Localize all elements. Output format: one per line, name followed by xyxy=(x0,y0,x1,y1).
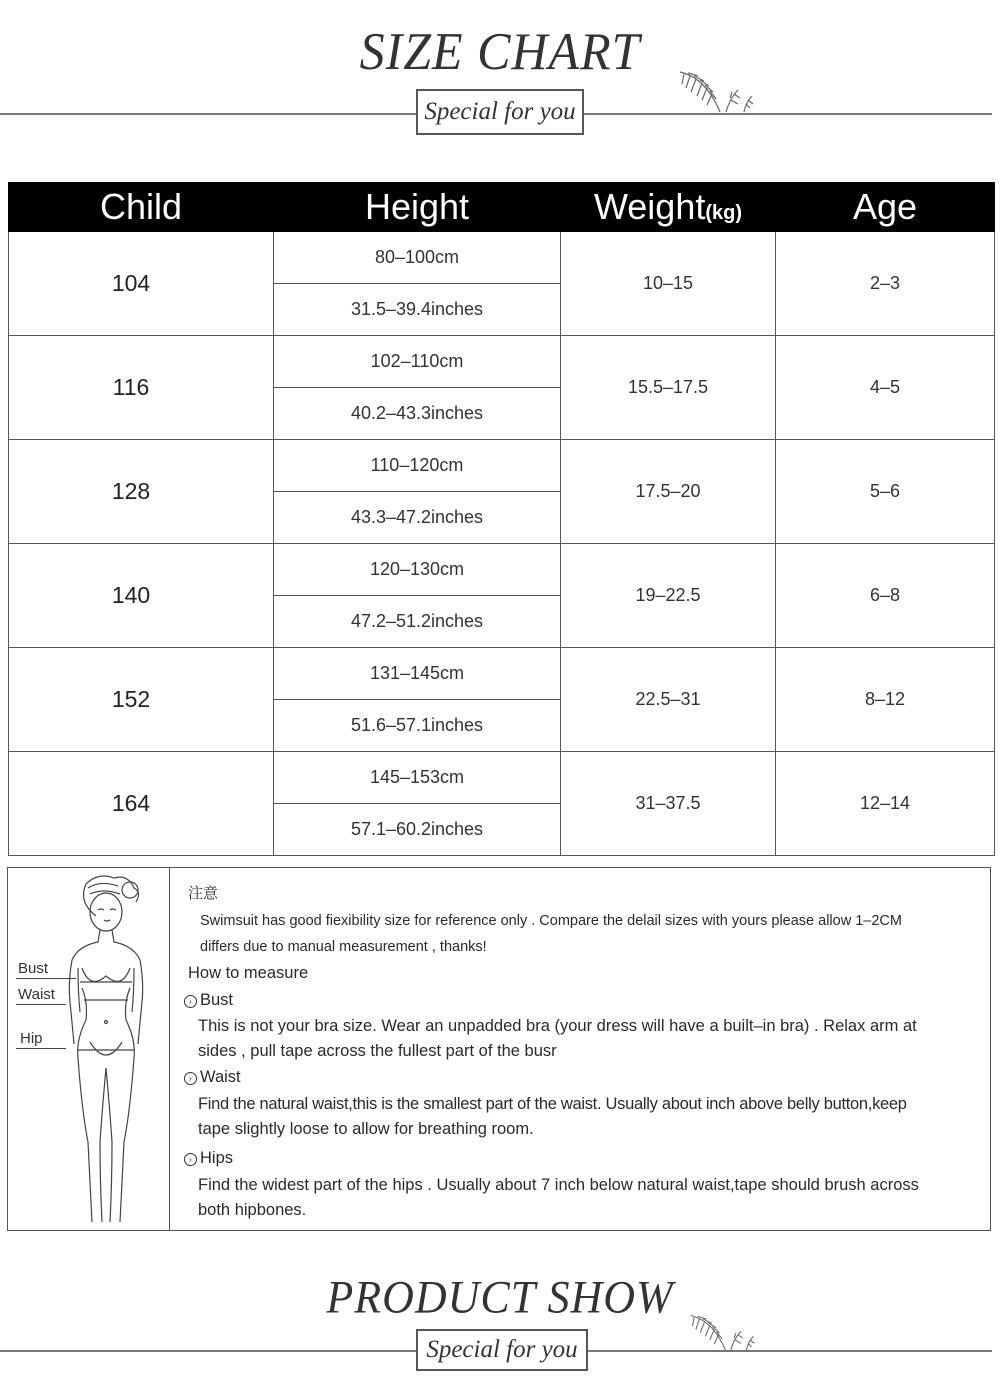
waist-title: Waist xyxy=(200,1068,241,1086)
height-cm-cell: 110–120cm xyxy=(274,440,561,492)
footer-divider-right xyxy=(588,1350,992,1352)
bust-guide-line xyxy=(16,978,76,979)
figure-label-waist: Waist xyxy=(18,986,55,1003)
arrow-circle-icon: › xyxy=(184,995,197,1008)
size-cell: 128 xyxy=(9,440,274,544)
age-cell: 2–3 xyxy=(776,232,995,336)
hip-guide-line xyxy=(16,1048,66,1049)
waist-heading xyxy=(184,1068,241,1087)
weight-cell: 19–22.5 xyxy=(561,544,776,648)
header-weight-unit: (kg) xyxy=(705,202,743,224)
height-cm-cell: 102–110cm xyxy=(274,336,561,388)
table-row xyxy=(9,544,995,596)
waist-line-2: tape slightly loose to allow for breathing room. xyxy=(198,1120,534,1138)
hips-line-1: Find the widest part of the hips . Usually about 7 inch below natural waist,tape should brush across xyxy=(198,1176,919,1194)
size-chart-table xyxy=(8,182,995,856)
height-inches-cell: 51.6–57.1inches xyxy=(274,700,561,752)
table-row xyxy=(9,752,995,804)
age-cell: 6–8 xyxy=(776,544,995,648)
weight-cell: 31–37.5 xyxy=(561,752,776,856)
figure-label-hip: Hip xyxy=(20,1030,43,1047)
height-inches-cell: 43.3–47.2inches xyxy=(274,492,561,544)
weight-cell: 10–15 xyxy=(561,232,776,336)
weight-cell: 17.5–20 xyxy=(561,440,776,544)
notes-heading: 注意 xyxy=(188,885,219,902)
figure-label-bust: Bust xyxy=(18,960,49,977)
header-weight-label: Weight xyxy=(593,186,706,227)
arrow-circle-icon: › xyxy=(184,1153,197,1166)
waist-guide-line xyxy=(16,1004,66,1005)
size-cell: 140 xyxy=(9,544,274,648)
table-row xyxy=(9,648,995,700)
hips-title: Hips xyxy=(200,1149,234,1167)
header-child: Child xyxy=(9,183,274,232)
header-divider-right xyxy=(584,113,992,115)
size-chart-title: SIZE CHART xyxy=(359,21,641,81)
height-inches-cell: 57.1–60.2inches xyxy=(274,804,561,856)
note-line-1: Swimsuit has good fiexibility size for reference only . Compare the delail sizes with yours please allow 1–2CM xyxy=(200,913,902,929)
header-height: Height xyxy=(274,183,561,232)
height-inches-cell: 40.2–43.3inches xyxy=(274,388,561,440)
body-outline-icon xyxy=(48,872,158,1228)
table-row xyxy=(9,440,995,492)
palm-leaf-icon xyxy=(682,1312,762,1352)
note-line-2: differs due to manual measurement , thanks! xyxy=(200,939,487,955)
measurement-notes-panel xyxy=(7,867,991,1231)
height-cm-cell: 80–100cm xyxy=(274,232,561,284)
weight-cell: 22.5–31 xyxy=(561,648,776,752)
size-cell: 164 xyxy=(9,752,274,856)
age-cell: 8–12 xyxy=(776,648,995,752)
bust-title: Bust xyxy=(200,991,234,1009)
special-for-you-badge: Special for you xyxy=(416,89,584,135)
waist-line-1: Find the natural waist,this is the smallest part of the waist. Usually about inch above belly button,keep xyxy=(198,1095,907,1113)
product-show-title: PRODUCT SHOW xyxy=(326,1271,674,1324)
size-cell: 152 xyxy=(9,648,274,752)
weight-cell: 15.5–17.5 xyxy=(561,336,776,440)
how-to-measure-heading: How to measure xyxy=(188,964,309,982)
height-cm-cell: 120–130cm xyxy=(274,544,561,596)
table-row xyxy=(9,336,995,388)
bust-line-1: This is not your bra size. Wear an unpadded bra (your dress will have a built–in bra) . Relax arm at xyxy=(198,1017,917,1035)
age-cell: 12–14 xyxy=(776,752,995,856)
size-cell: 116 xyxy=(9,336,274,440)
bust-line-2: sides , pull tape across the fullest part of the busr xyxy=(198,1042,557,1060)
height-inches-cell: 31.5–39.4inches xyxy=(274,284,561,336)
footer-divider-left xyxy=(0,1350,416,1352)
header-divider-left xyxy=(0,113,416,115)
palm-leaf-icon xyxy=(676,68,756,114)
bust-heading xyxy=(184,991,233,1010)
arrow-circle-icon: › xyxy=(184,1072,197,1085)
hips-line-2: both hipbones. xyxy=(198,1201,307,1219)
height-cm-cell: 131–145cm xyxy=(274,648,561,700)
header-age: Age xyxy=(776,183,995,232)
table-row xyxy=(9,232,995,284)
height-inches-cell: 47.2–51.2inches xyxy=(274,596,561,648)
age-cell: 4–5 xyxy=(776,336,995,440)
table-header-row xyxy=(9,183,995,232)
height-cm-cell: 145–153cm xyxy=(274,752,561,804)
age-cell: 5–6 xyxy=(776,440,995,544)
footer-special-for-you-badge: Special for you xyxy=(416,1329,588,1371)
header-weight xyxy=(561,183,776,232)
hips-heading xyxy=(184,1149,233,1168)
size-cell: 104 xyxy=(9,232,274,336)
body-figure-panel xyxy=(8,868,170,1230)
